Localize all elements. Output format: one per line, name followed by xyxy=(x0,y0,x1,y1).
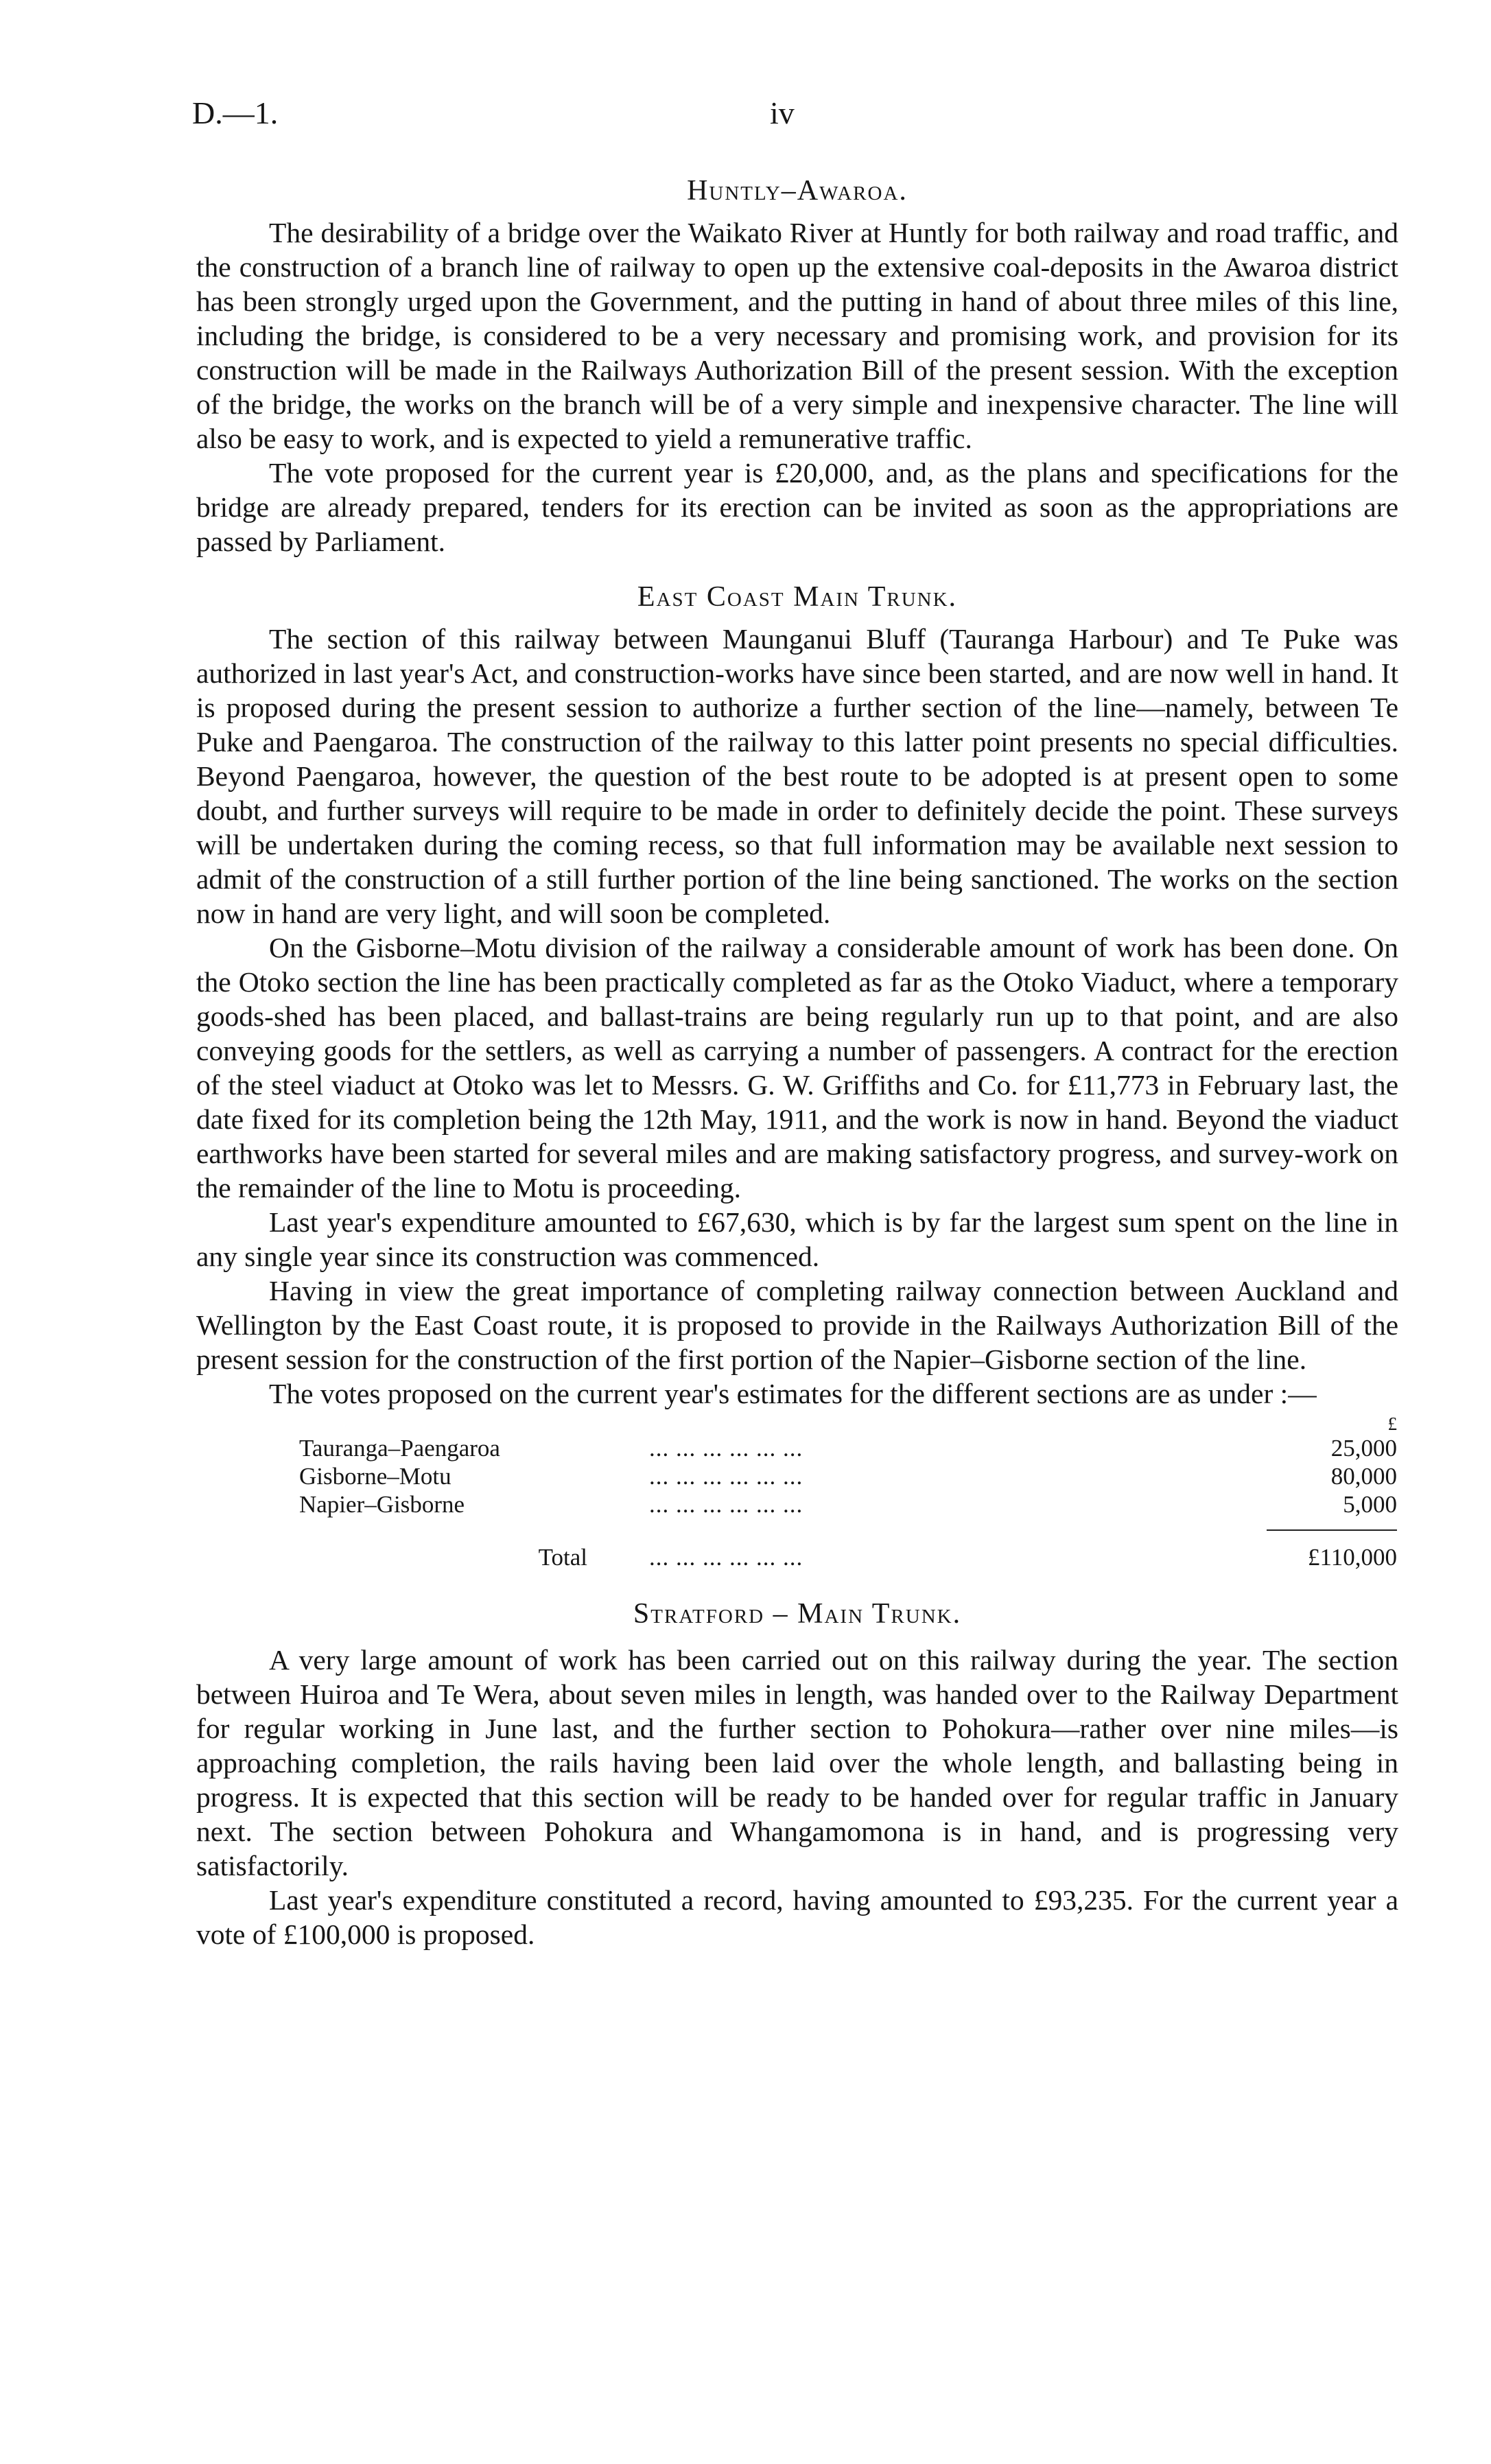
total-amount: £110,000 xyxy=(1308,1544,1397,1571)
section-heading-east-coast-main-trunk: East Coast Main Trunk. xyxy=(637,581,958,613)
leader-dots: ... ... ... ... ... ... xyxy=(649,1463,803,1490)
total-rule xyxy=(1267,1518,1397,1530)
paragraph: Last year's expenditure amounted to £67,630, which is by far the largest sum spent on the line in any single year since its construction was commenced. xyxy=(196,1206,1398,1272)
paragraph: Last year's expenditure constituted a record, having amounted to £93,235. For the current year a vote of £100,000 is proposed. xyxy=(196,1884,1398,1950)
paragraph: Having in view the great importance of completing railway connection between Auckland and Wellington by the East Coast route, it is proposed to provide in the Railways Authorization Bill of the present session for the construction of the first portion of the Napier–Gisborne section of the line. xyxy=(196,1275,1398,1375)
leader-dots: ... ... ... ... ... ... xyxy=(649,1491,803,1518)
document-reference: D.—1. xyxy=(192,95,279,130)
section-heading-huntly-awaroa: Huntly–Awaroa. xyxy=(687,175,908,207)
total-rule-row xyxy=(299,1518,1397,1530)
vote-amount: 80,000 xyxy=(1330,1463,1397,1490)
table-total-row xyxy=(299,1530,1397,1571)
total-label: Total xyxy=(538,1544,587,1571)
section-name: Napier–Gisborne xyxy=(299,1491,465,1518)
vote-amount: 25,000 xyxy=(1330,1435,1397,1462)
currency-unit: £ xyxy=(1387,1413,1397,1434)
paragraph: On the Gisborne–Motu division of the railway a considerable amount of work has been done. On the Otoko section the line has been practically completed as far as the Otoko Viaduct, where a temporary goods-shed has been placed, and ballast-trains are being regularly run up to that point, and are also conveying goods for the settlers, as well as carrying a number of passengers. A contract for the erection of the steel viaduct at Otoko was let to Messrs. G. W. Griffiths and Co. for £11,773 in February last, the date fixed for its completion being the 12th May, 1911, and the work is now in hand. Beyond the viaduct earthworks have been started for several miles and are making satisfactory progress, and survey-work on the remainder of the line to Motu is proceeding. xyxy=(196,932,1398,1204)
table-unit-row xyxy=(299,1413,1397,1434)
page-number: iv xyxy=(770,95,795,130)
page-header xyxy=(0,95,1491,136)
paragraph: The votes proposed on the current year's estimates for the different sections are as under :— xyxy=(269,1378,1317,1409)
page-body xyxy=(196,172,1398,1951)
paragraph: A very large amount of work has been carried out on this railway during the year. The section between Huiroa and Te Wera, about seven miles in length, was handed over to the Railway Department for regular working in June last, and the further section to Pohokura—rather over nine miles—is approaching completion, the rails having been laid over the whole length, and ballasting being in progress. It is expected that this section will be ready to be handed over for regular traffic in January next. The section between Pohokura and Whangamomona is in hand, and is progressing very satisfactorily. xyxy=(196,1644,1398,1881)
paragraph: The vote proposed for the current year is £20,000, and, as the plans and specifications for the bridge are already prepared, tenders for its erection can be invited as soon as the appropriations are passed by Parliament. xyxy=(196,457,1398,557)
vote-amount: 5,000 xyxy=(1343,1491,1397,1518)
votes-table xyxy=(299,1413,1397,1571)
leader-dots: ... ... ... ... ... ... xyxy=(649,1544,803,1571)
table-row xyxy=(299,1462,1397,1490)
paragraph: The desirability of a bridge over the Waikato River at Huntly for both railway and road traffic, and the construction of a branch line of railway to open up the extensive coal-deposits in the Awaroa district has been strongly urged upon the Government, and the putting in hand of about three miles of this line, including the bridge, is considered to be a very necessary and promising work, and provision for its construction will be made in the Railways Authorization Bill of the present session. With the exception of the bridge, the works on the branch will be of a very simple and inexpensive character. The line will also be easy to work, and is expected to yield a remunerative traffic. xyxy=(196,217,1398,454)
leader-dots: ... ... ... ... ... ... xyxy=(649,1435,803,1462)
section-name: Gisborne–Motu xyxy=(299,1463,451,1490)
table-row xyxy=(299,1490,1397,1518)
section-name: Tauranga–Paengaroa xyxy=(299,1435,500,1462)
table-row xyxy=(299,1434,1397,1462)
section-heading-stratford-main-trunk: Stratford – Main Trunk. xyxy=(633,1598,962,1630)
paragraph: The section of this railway between Maunganui Bluff (Tauranga Harbour) and Te Puke was authorized in last year's Act, and construction-works have since been started, and are now well in hand. It is proposed during the present session to authorize a further section of the line—namely, between Te Puke and Paengaroa. The construction of the railway to this latter point presents no special difficulties. Beyond Paengaroa, however, the question of the best route to be adopted is at present open to some doubt, and further surveys will require to be made in order to definitely decide the point. These surveys will be undertaken during the coming recess, so that full information may be available next session to admit of the construction of a still further portion of the line being sanctioned. The works on the section now in hand are very light, and will soon be completed. xyxy=(196,623,1398,929)
